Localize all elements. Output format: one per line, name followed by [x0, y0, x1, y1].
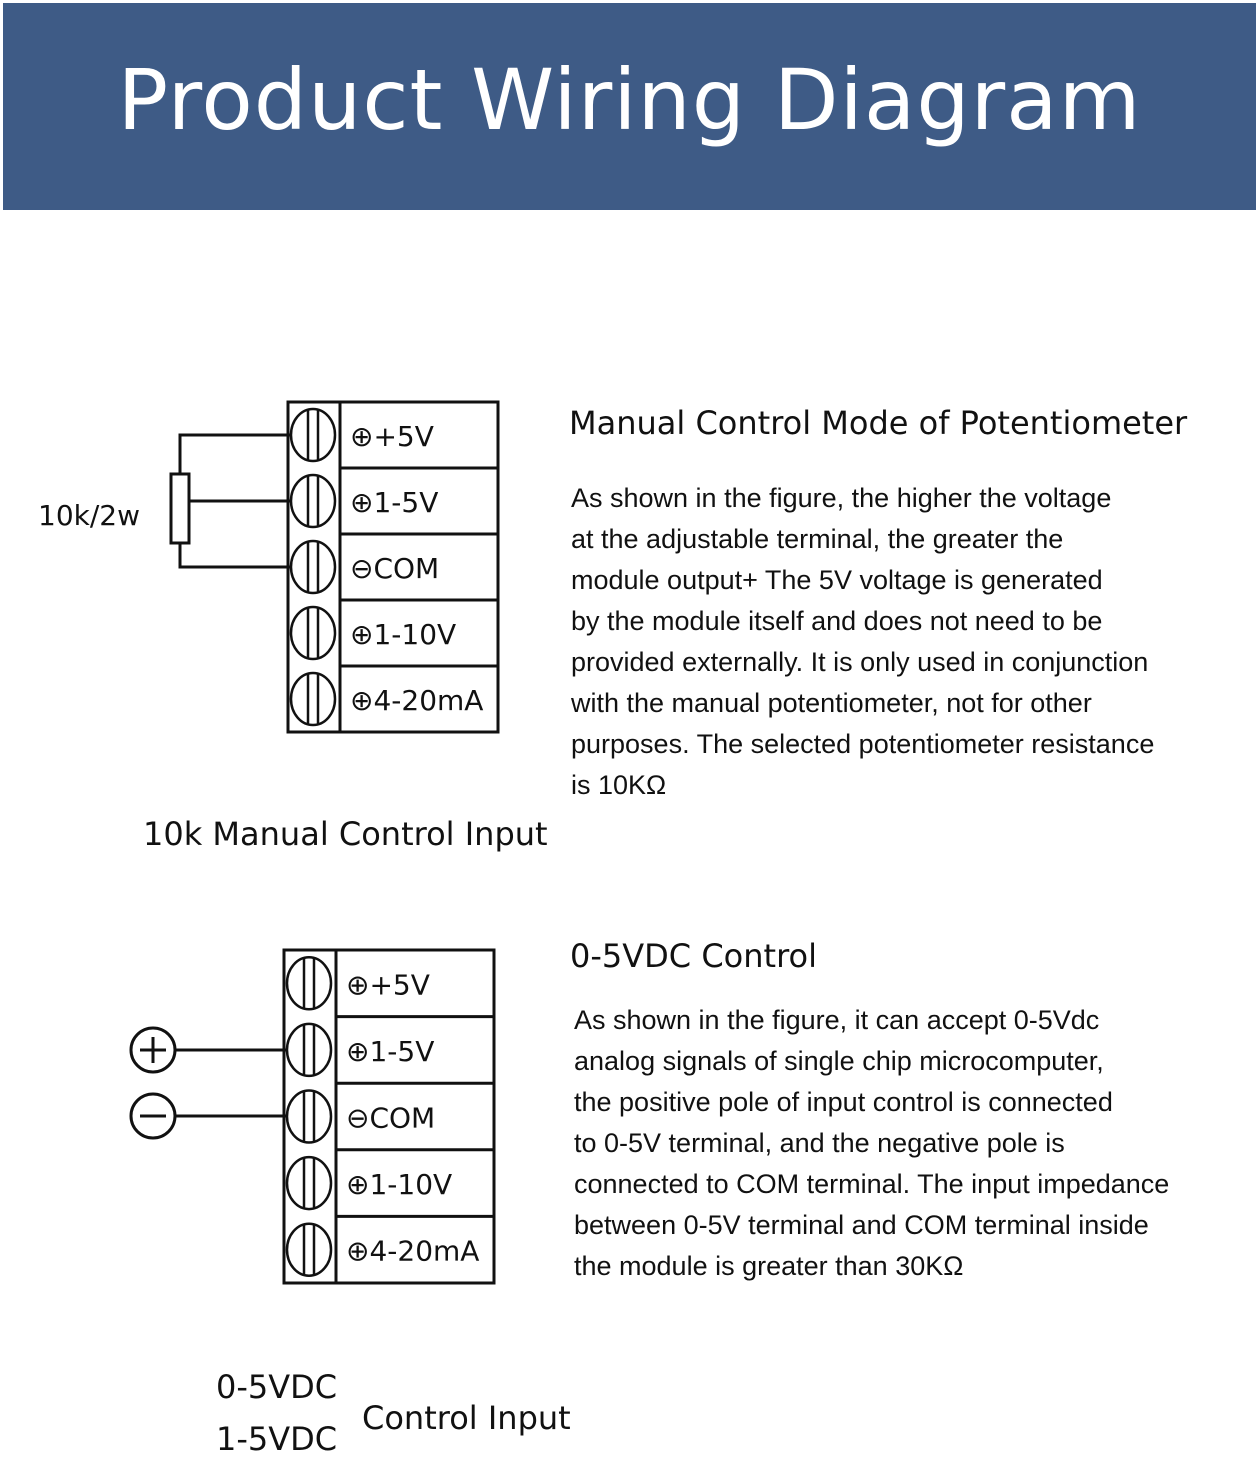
- potentiometer-wiring: [171, 435, 290, 567]
- description-line: purposes. The selected potentiometer resistance: [571, 729, 1155, 759]
- terminal-label: ⊕4-20mA: [350, 684, 484, 717]
- description-line: to 0-5V terminal, and the negative pole is: [574, 1128, 1065, 1158]
- terminal-label: ⊖COM: [350, 552, 440, 585]
- screw-terminal-icon: [291, 541, 335, 593]
- terminal-label: ⊕1-10V: [346, 1168, 453, 1202]
- section1-caption: 10k Manual Control Input: [143, 815, 548, 853]
- screw-terminal-icon: [287, 1024, 331, 1076]
- screw-terminal-icon: [291, 607, 335, 659]
- potentiometer-icon: [171, 474, 189, 543]
- section1-heading: Manual Control Mode of Potentiometer: [569, 404, 1188, 442]
- description-line: provided externally. It is only used in conjunction: [571, 647, 1149, 677]
- terminal-block-2: [284, 950, 494, 1283]
- terminal-label: ⊕+5V: [350, 420, 434, 453]
- screw-terminal-icon: [291, 475, 335, 527]
- section2-heading: 0-5VDC Control: [570, 937, 817, 975]
- description-line: analog signals of single chip microcomputer,: [574, 1046, 1104, 1076]
- description-line: by the module itself and does not need to be: [571, 606, 1103, 636]
- description-line: at the adjustable terminal, the greater the: [571, 524, 1064, 554]
- description-line: between 0-5V terminal and COM terminal inside: [574, 1210, 1149, 1240]
- terminal-label: ⊕1-10V: [350, 618, 457, 651]
- description-line: is 10KΩ: [571, 770, 667, 800]
- screw-terminal-icon: [291, 673, 335, 725]
- description-line: with the manual potentiometer, not for other: [571, 688, 1092, 718]
- terminal-label: ⊕1-5V: [350, 486, 439, 519]
- screw-terminal-icon: [287, 1157, 331, 1209]
- section2-description: [574, 1000, 1169, 1287]
- signal-wiring: [131, 1028, 286, 1138]
- page-title: Product Wiring Diagram: [117, 51, 1142, 149]
- screw-terminal-icon: [291, 409, 335, 461]
- description-line: As shown in the figure, the higher the voltage: [571, 483, 1112, 513]
- screw-terminal-icon: [287, 1224, 331, 1276]
- section2-caption-main: Control Input: [362, 1399, 571, 1437]
- description-line: the module is greater than 30KΩ: [574, 1251, 964, 1281]
- section2-caption-0-5vdc: 0-5VDC: [216, 1368, 338, 1406]
- section2-caption-1-5vdc: 1-5VDC: [216, 1420, 338, 1458]
- terminal-label: ⊕+5V: [346, 968, 430, 1002]
- section1-description: [571, 478, 1154, 806]
- screw-terminal-icon: [287, 957, 331, 1009]
- terminal-block-1: [288, 402, 498, 732]
- description-line: module output+ The 5V voltage is generated: [571, 565, 1103, 595]
- description-line: As shown in the figure, it can accept 0-5Vdc: [574, 1005, 1100, 1035]
- terminal-label: ⊕1-5V: [346, 1034, 435, 1068]
- description-line: connected to COM terminal. The input impedance: [574, 1169, 1170, 1199]
- screw-terminal-icon: [287, 1091, 331, 1143]
- terminal-label: ⊕4-20mA: [346, 1234, 480, 1268]
- resistor-label: 10k/2w: [38, 499, 140, 532]
- terminal-label: ⊖COM: [346, 1101, 436, 1135]
- description-line: the positive pole of input control is connected: [574, 1087, 1113, 1117]
